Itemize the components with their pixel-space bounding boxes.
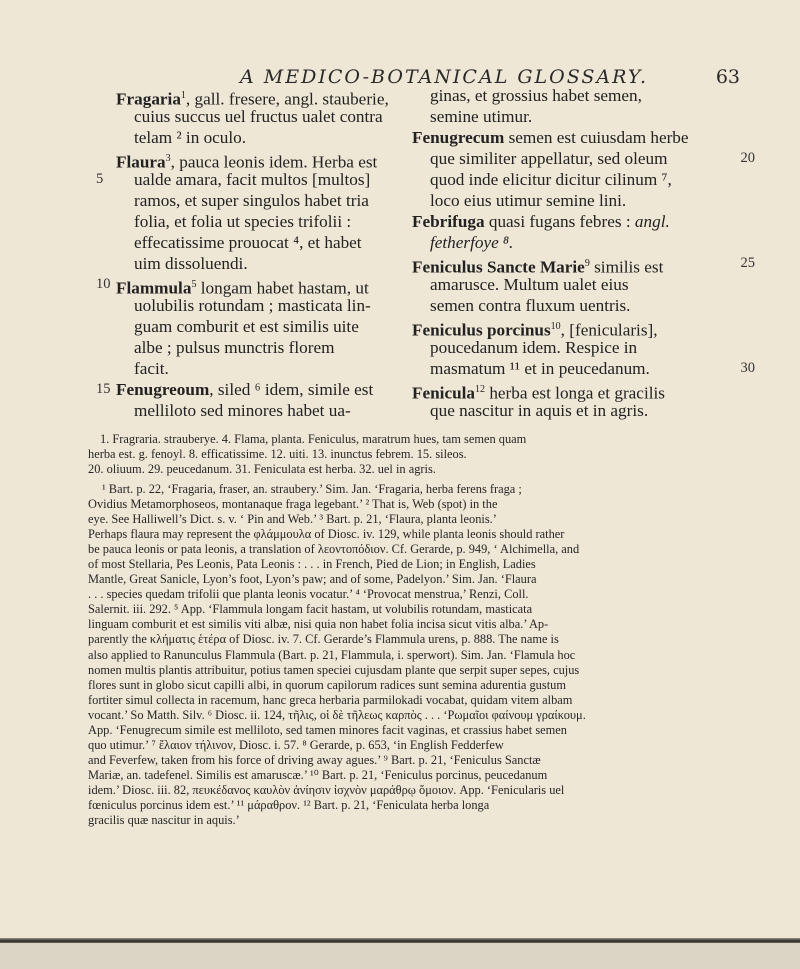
apparatus-line: 20. oliuum. 29. peucedanum. 31. Feniculata est herba. 32. uel in agris.	[88, 462, 436, 476]
text-line	[412, 379, 747, 403]
footnote-ref: 5	[191, 279, 197, 290]
text-line	[412, 295, 747, 316]
entry-text: similis est	[589, 257, 664, 277]
running-title: A MEDICO-BOTANICAL GLOSSARY.	[240, 66, 648, 88]
text-line	[412, 358, 755, 379]
text-line	[412, 253, 755, 277]
entry-text: guam comburit et est similis uite	[134, 317, 359, 336]
footnote-line: Ovidius Metamorphoseos, montanaque fraga legebant.’ ² That is, Web (spot) in the	[88, 497, 498, 512]
text-line	[116, 295, 383, 316]
entry-headword: Flaura	[116, 152, 166, 172]
footnote-line: Mantle, Great Sanicle, Lyon’s foot, Lyon’s paw; and of some, Padelyon.’ Sim. Jan. ‘Flaura	[88, 572, 537, 587]
footnote-ref: 3	[165, 153, 171, 164]
text-line	[116, 127, 383, 148]
line-number: 15	[96, 381, 111, 397]
footnote-line: gracilis quæ nascitur in aquis.’	[88, 813, 240, 828]
footnote-line: . . . species quedam trifolii que planta leonis vocatur.’ ⁴ ‘Provocat menstrua,’ Renzi, Coll.	[88, 587, 529, 602]
footnote-line: eye. See Halliwell’s Dict. s. v. ‘ Pin and Web.’ ³ Bart. p. 21, ‘Flaura, planta leonis.’	[88, 512, 497, 527]
text-line	[116, 232, 383, 253]
text-line	[116, 211, 383, 232]
entry-text: folia, et folia ut species trifolii :	[134, 212, 352, 231]
text-line	[412, 400, 747, 421]
line-number: 20	[740, 150, 755, 166]
entry-text: herba est longa et gracilis	[485, 383, 665, 403]
text-line	[116, 337, 383, 358]
entry-headword: Fenugrecum	[412, 128, 505, 147]
text-line	[412, 211, 747, 232]
footnote-line: idem.’ Diosc. iii. 82, πευκέδανος καυλὸν ἀνίησιν ἰσχνὸν μαράθρῳ ὅμοιον. App. ‘Fenicularis uel	[88, 782, 565, 797]
text-line	[96, 169, 383, 190]
footnote-line: be pauca leonis or pata leonis, a translation of λεοντοπόδιον. Cf. Gerarde, p. 949, ‘ Alchimella, and	[88, 542, 580, 557]
entry-italic: angl.	[634, 212, 670, 231]
footnote-line: fortiter simul collecta in racemum, hanc greca herbaria parmilokadi vocabat, quidam vitem albam	[88, 692, 573, 707]
entry-text: semine utimur.	[430, 107, 533, 126]
text-line	[116, 148, 383, 172]
entry-text: loco eius utimur semine lini.	[430, 191, 627, 210]
footnote-line: parently the κλήματις ἑτέρα of Diosc. iv. 7. Cf. Gerarde’s Flammula urens, p. 888. The name is	[88, 632, 559, 647]
entry-text: ramos, et super singulos habet tria	[134, 191, 369, 210]
footnote-line: fœniculus porcinus idem est.’ ¹¹ μάραθρον. ¹² Bart. p. 21, ‘Feniculata herba longa	[88, 797, 490, 812]
footnote-ref: 10	[550, 321, 561, 332]
text-line	[96, 274, 383, 298]
footnote-line: quo utimur.’ ⁷ ἔλαιον τήλινον, Diosc. i. 57. ⁸ Gerarde, p. 653, ‘in English Fedderfew	[88, 737, 504, 752]
text-line	[412, 106, 747, 127]
text-line	[412, 190, 747, 211]
text-line	[412, 316, 747, 340]
footnote-line: flores sunt in globo sicut capilli albi, in quorum capilorum radices sunt semina adurentia gustum	[88, 677, 566, 692]
entry-text: ginas, et grossius habet semen,	[430, 86, 642, 105]
apparatus-line: herba est. g. fenoyl. 8. efficatissime. 12. uiti. 13. inunctus febrem. 15. sileos.	[88, 447, 467, 461]
entry-text: cuius succus uel fructus ualet contra	[134, 107, 383, 126]
entry-headword: Fenugreoum	[116, 380, 210, 399]
entry-text: telam ² in oculo.	[134, 128, 247, 147]
footnote-line: Mariæ, an. tadefenel. Similis est amaruscæ.’ ¹⁰ Bart. p. 21, ‘Feniculus porcinus, peucedanum	[88, 767, 548, 782]
entry-headword: Fenicula	[412, 383, 476, 403]
footnote-ref: 12	[475, 384, 486, 395]
footnote-line: vocant.’ So Matth. Silv. ⁶ Diosc. ii. 124, τῆλις, οἱ δὲ τῆλεως καρπὸς . . . ‘Ρωμαῖοι φαίνουμ γραίκουμ.	[88, 707, 586, 722]
entry-text: , siled ⁶ idem, simile est	[209, 380, 374, 399]
entry-text: facit.	[134, 359, 169, 378]
right-column	[412, 85, 755, 421]
footnote-line: linguam comburit et est similis viti albæ, nisi quia non habet folia incisa sicut vitis alba.’ Ap-	[88, 617, 549, 632]
entry-text: , gall. fresere, angl. stauberie,	[185, 89, 389, 109]
text-line	[412, 148, 755, 169]
text-line	[412, 274, 747, 295]
entry-text: semen est cuiusdam herbe	[504, 128, 689, 147]
line-number: 5	[96, 171, 104, 187]
entry-headword: Flammula	[116, 278, 192, 298]
entry-text: poucedanum idem. Respice in	[430, 338, 638, 357]
text-line	[96, 379, 383, 400]
footnote-line: of most Stellaria, Pes Leonis, Pata Leonis : . . . in French, Pied de Lion; in English, Ladies	[88, 557, 536, 572]
entry-headword: Febrifuga	[412, 212, 485, 231]
entry-text: , pauca leonis idem. Herba est	[170, 152, 378, 172]
entry-headword: Feniculus Sancte Marie	[412, 257, 585, 277]
apparatus-line: 1. Fragraria. strauberye. 4. Flama, planta. Feniculus, maratrum hues, tam semen quam	[100, 432, 527, 446]
entry-text: melliloto sed minores habet ua-	[134, 401, 351, 420]
text-line	[116, 85, 389, 109]
footnote-line: ¹ Bart. p. 22, ‘Fragaria, fraser, an. straubery.’ Sim. Jan. ‘Fragaria, herba ferens fraga ;	[102, 482, 522, 496]
footnote-ref: 9	[584, 258, 590, 269]
textual-apparatus	[88, 432, 750, 477]
text-line	[116, 358, 383, 379]
entry-headword: Fragaria	[116, 89, 181, 109]
text-line	[116, 106, 383, 127]
line-number: 25	[740, 255, 755, 271]
entry-text: albe ; pulsus munctris florem	[134, 338, 335, 357]
left-column	[96, 85, 389, 421]
text-line	[412, 169, 747, 190]
footnote-line: Perhaps flaura may represent the φλάμμουλα of Diosc. iv. 129, while planta leonis should rather	[88, 527, 565, 542]
text-line	[412, 232, 747, 253]
page-number: 63	[715, 66, 740, 88]
text-line	[116, 190, 383, 211]
text-line	[116, 253, 383, 274]
footnote-ref: 1	[180, 90, 186, 101]
entry-text: que similiter appellatur, sed oleum	[430, 149, 668, 168]
entry-text: longam habet hastam, ut	[196, 278, 369, 298]
text-line	[412, 127, 747, 148]
entry-text: semen contra fluxum uentris.	[430, 296, 631, 315]
footnote-line: and Feverfew, taken from his force of driving away agues.’ ⁹ Bart. p. 21, ‘Feniculus Sanctæ	[88, 752, 541, 767]
footnote-line: nomen multis plantis attribuitur, potius tamen speciei cujusdam plante que serpit super sepes, cujus	[88, 662, 580, 677]
text-line	[412, 337, 747, 358]
entry-text: ualde amara, facit multos [multos]	[134, 170, 371, 189]
entry-text: , [fenicularis],	[560, 320, 658, 340]
entry-text: masmatum ¹¹ et in peucedanum.	[430, 359, 650, 378]
entry-text: uim dissoluendi.	[134, 254, 248, 273]
footnotes	[88, 482, 750, 828]
entry-text: quod inde elicitur dicitur cilinum ⁷,	[430, 170, 672, 189]
entry-text: que nascitur in aquis et in agris.	[430, 401, 649, 420]
footnote-line: Salernit. iii. 292. ⁵ App. ‘Flammula longam facit hastam, ut volubilis rotundam, masticata	[88, 602, 533, 617]
text-line	[116, 316, 383, 337]
entry-text: amarusce. Multum ualet eius	[430, 275, 629, 294]
footnote-line: also applied to Ranunculus Flammula (Bart. p. 21, Flammula, i. sperwort). Sim. Jan. ‘Flamula hoc	[88, 647, 576, 662]
text-line	[116, 400, 383, 421]
entry-text: uolubilis rotundam ; masticata lin-	[134, 296, 371, 315]
entry-italic: fetherfoye ⁸.	[430, 233, 514, 252]
entry-text: effecatissime prouocat ⁴, et habet	[134, 233, 362, 252]
footnote-line: App. ‘Fenugrecum simile est melliloto, sed tamen minores facit vaginas, et crassius habet semen	[88, 722, 567, 737]
entry-text: quasi fugans febres :	[484, 212, 635, 231]
page-bottom-shadow	[0, 943, 800, 969]
text-line	[412, 85, 747, 106]
line-number: 30	[740, 360, 755, 376]
line-number: 10	[96, 276, 111, 292]
entry-headword: Feniculus porcinus	[412, 320, 551, 340]
